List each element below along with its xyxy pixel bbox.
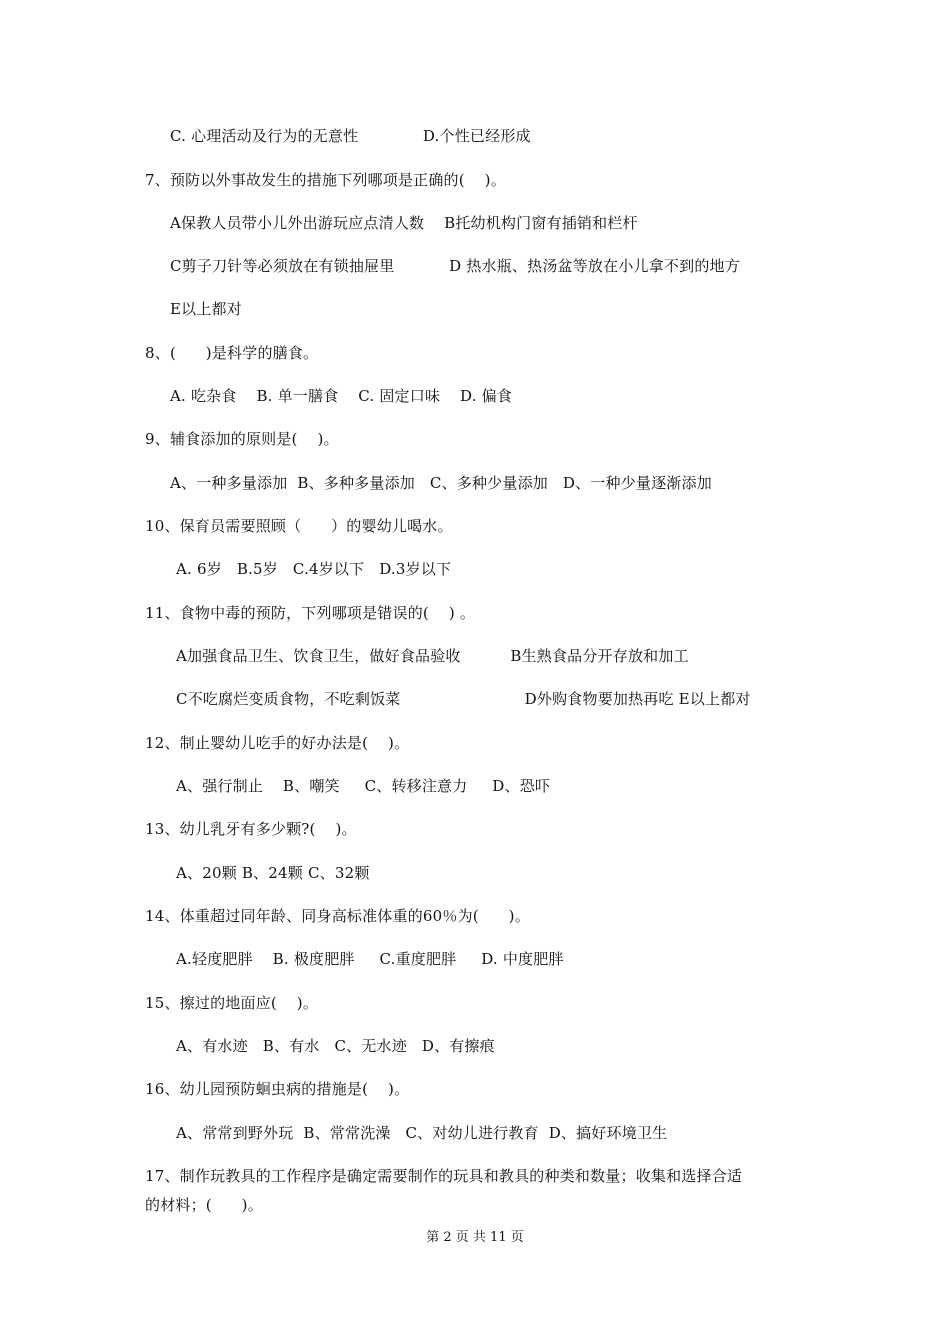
q17-question-line1: 17、制作玩教具的工作程序是确定需要制作的玩具和教具的种类和数量；收集和选择合适 [145, 1167, 743, 1185]
q14-options: A.轻度肥胖 B. 极度肥胖 C.重度肥胖 D. 中度肥胖 [176, 950, 564, 968]
q11-question: 11、食物中毒的预防，下列哪项是错误的( ) 。 [145, 604, 476, 622]
page-footer: 第 2 页 共 11 页 [426, 1230, 524, 1245]
q8-options: A. 吃杂食 B. 单一膳食 C. 固定口味 D. 偏食 [170, 387, 513, 405]
q9-options: A、一种多量添加 B、多种多量添加 C、多种少量添加 D、一种少量逐渐添加 [170, 474, 712, 492]
q13-question: 13、幼儿乳牙有多少颗?( )。 [145, 820, 357, 838]
q15-options: A、有水迹 B、有水 C、无水迹 D、有擦痕 [176, 1037, 495, 1055]
q11-options-ab: A加强食品卫生、饮食卫生，做好食品验收 B生熟食品分开存放和加工 [176, 647, 689, 665]
q16-options: A、常常到野外玩 B、常常洗澡 C、对幼儿进行教育 D、搞好环境卫生 [176, 1124, 668, 1142]
q11-options-cde: C不吃腐烂变质食物，不吃剩饭菜 D外购食物要加热再吃 E以上都对 [176, 690, 751, 708]
q14-question: 14、体重超过同年龄、同身高标准体重的60％为( )。 [145, 907, 530, 925]
q6-options-cd: C. 心理活动及行为的无意性 D.个性已经形成 [170, 127, 531, 145]
q10-options: A. 6岁 B.5岁 C.4岁以下 D.3岁以下 [176, 560, 452, 578]
q7-option-e: E以上都对 [170, 300, 242, 318]
q9-question: 9、辅食添加的原则是( )。 [145, 430, 339, 448]
q8-question: 8、( )是科学的膳食。 [145, 344, 319, 362]
q15-question: 15、擦过的地面应( )。 [145, 994, 319, 1012]
q17-question-line2: 的材料；( )。 [145, 1196, 263, 1214]
q7-question: 7、预防以外事故发生的措施下列哪项是正确的( )。 [145, 171, 506, 189]
q7-options-cd: C剪子刀针等必须放在有锁抽屉里 D 热水瓶、热汤盆等放在小儿拿不到的地方 [170, 257, 740, 275]
q12-question: 12、制止婴幼儿吃手的好办法是( )。 [145, 734, 410, 752]
q7-options-ab: A保教人员带小儿外出游玩应点清人数 B托幼机构门窗有插销和栏杆 [170, 214, 638, 232]
q13-options: A、20颗 B、24颗 C、32颗 [176, 864, 370, 882]
q12-options: A、强行制止 B、嘲笑 C、转移注意力 D、恐吓 [176, 777, 551, 795]
q10-question: 10、保育员需要照顾（ ）的婴幼儿喝水。 [145, 517, 453, 535]
q16-question: 16、幼儿园预防蛔虫病的措施是( )。 [145, 1080, 410, 1098]
